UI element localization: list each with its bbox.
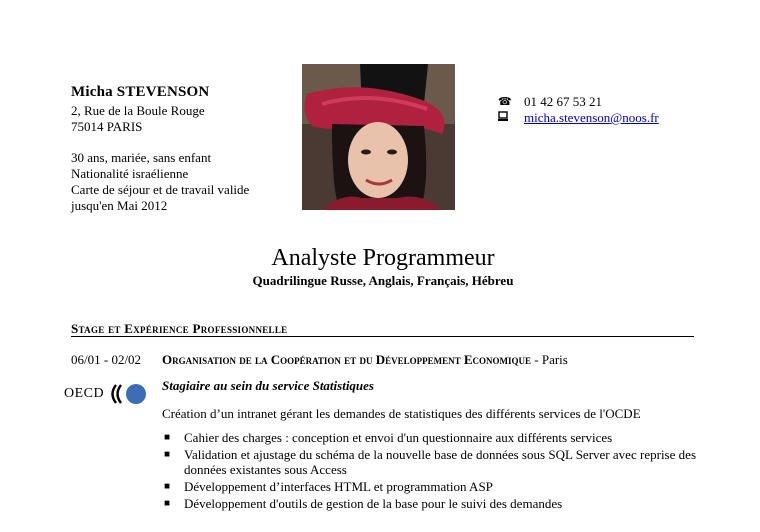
task-list — [162, 430, 696, 513]
job-title: Analyste Programmeur — [271, 245, 495, 271]
experience-dates: 06/01 - 02/02 — [71, 352, 142, 367]
address-line: 75014 PARIS — [71, 119, 143, 134]
organization-name: Organisation de la Coopération et du Développement Economique — [162, 352, 532, 367]
contact-block — [498, 94, 659, 126]
computer-icon — [498, 110, 524, 126]
experience-intro: Création d’un intranet gérant les demandes de statistiques des différents services de l'OCDE — [162, 406, 641, 421]
task-text: Validation et ajustage du schéma de la nouvelle base de données sous SQL Server avec reprise des données existantes sous Access — [184, 447, 696, 477]
organization-location: - Paris — [531, 352, 568, 367]
personal-line: jusqu'en Mai 2012 — [71, 198, 168, 213]
list-item — [162, 496, 696, 511]
logo-mark — [104, 383, 148, 405]
task-text: Développement d’interfaces HTML et programmation ASP — [184, 479, 493, 494]
list-item — [162, 430, 696, 445]
task-text: Développement d'outils de gestion de la base pour le suivi des demandes — [184, 496, 563, 511]
phone-number: 01 42 67 53 21 — [524, 94, 602, 109]
personal-line: 30 ans, mariée, sans enfant — [71, 150, 212, 165]
profile-photo — [302, 64, 455, 210]
address-block — [71, 103, 205, 135]
bullet-icon: ■ — [164, 432, 171, 443]
phone-icon: ☎ — [498, 95, 512, 108]
portrait-illustration — [302, 64, 455, 210]
personal-info — [71, 150, 249, 214]
section-heading: Stage et Expérience Professionnelle — [71, 321, 694, 337]
bullet-icon: ■ — [164, 481, 171, 492]
logo-text: OECD — [64, 386, 105, 401]
bullet-icon: ■ — [164, 449, 171, 460]
list-item — [162, 479, 696, 494]
address-line: 2, Rue de la Boule Rouge — [71, 103, 205, 118]
experience-role: Stagiaire au sein du service Statistiques — [162, 378, 374, 393]
email-link[interactable]: micha.stevenson@noos.fr — [524, 110, 659, 125]
languages-subtitle: Quadrilingue Russe, Anglais, Français, Hébreu — [252, 273, 514, 288]
task-text: Cahier des charges : conception et envoi d'un questionnaire aux différents services — [184, 430, 613, 445]
oecd-logo — [64, 383, 148, 405]
bullet-icon: ■ — [164, 498, 171, 509]
experience-organization — [162, 352, 568, 368]
list-item — [162, 447, 696, 477]
personal-line: Carte de séjour et de travail valide — [71, 182, 250, 197]
email-row — [498, 110, 659, 126]
personal-line: Nationalité israélienne — [71, 166, 189, 181]
phone-row — [498, 94, 659, 110]
candidate-name: Micha STEVENSON — [71, 84, 210, 100]
